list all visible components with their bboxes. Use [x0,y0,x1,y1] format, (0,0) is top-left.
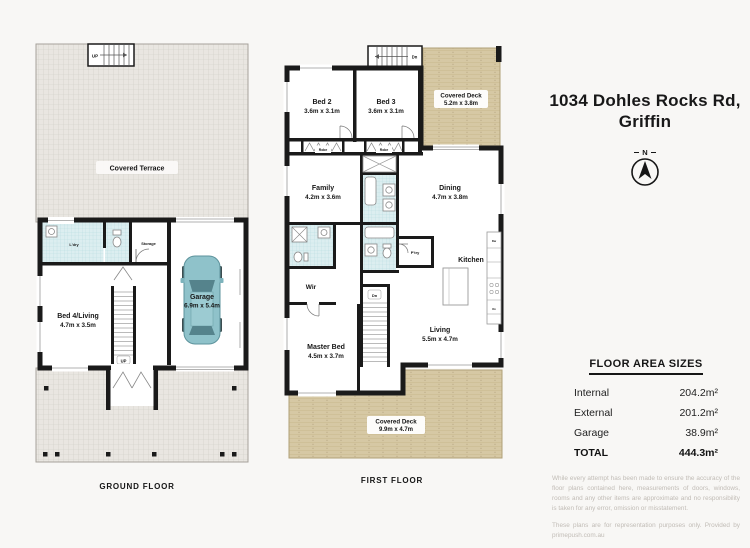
storage-label: Storage [141,241,156,246]
entry-porch [106,364,158,410]
bed4-label: Bed 4/Living [57,313,99,320]
upper-deck-dims: 5.2m x 3.8m [443,101,479,107]
floor-area-table [558,387,734,459]
bathtub-icon [365,177,376,205]
terrace-stairs-label: UP [91,53,99,59]
laundry-label: L'dry [69,242,79,247]
bed3-label: Bed 3 [376,99,396,106]
pantry-label: P'try [410,250,420,255]
garage-dims: 6.9m x 5.4m [184,302,220,310]
bed2-dims: 3.6m x 3.1m [304,108,340,115]
first-stairs-label: Dn [371,293,378,298]
address-line-2: Griffin [618,112,672,131]
area-label: External [574,407,613,419]
washing-machine-icon [46,226,57,237]
disclaimer-paragraph-2: These plans are for representation purposes only. Provided by primepush.com.au [552,521,740,539]
family-dims: 4.2m x 3.6m [305,194,341,201]
table-row [574,407,718,419]
first-floor-title: FIRST FLOOR [360,476,424,485]
table-row-total [574,447,718,459]
covered-terrace [36,44,248,222]
ground-stairs-label: UP [120,358,127,364]
dining-dims: 4.7m x 3.8m [432,194,468,201]
linen-closet [363,156,396,172]
living-dims: 5.5m x 4.7m [422,336,458,343]
address-line-1: 1034 Dohles Rocks Rd, [549,91,741,110]
wir-label: Wir [305,284,317,291]
ground-floor-title: GROUND FLOOR [99,482,175,491]
kitchen-label: Kitchen [458,257,484,264]
exterior-stairs-label: Dn [411,54,418,60]
disclaimer-paragraph-1: While every attempt has been made to ensure the accuracy of the floor plans contained here, measurements of doors, windows, rooms and any other items are approximate and no responsibility is taken for any error, omission or misstatement. [552,475,740,512]
bed4-dims: 4.7m x 3.5m [60,322,96,329]
terrace-label: Covered Terrace [109,165,165,173]
garage-label: Garage [189,294,215,301]
dining-label: Dining [439,185,461,192]
toilet-icon [383,248,391,258]
ground-floor-plan [28,34,252,504]
toilet-icon [294,252,302,262]
toilet-icon [113,237,121,247]
terrace-stairs [88,44,134,66]
first-floor-plan [278,34,510,504]
table-row [574,387,718,399]
robe-label: Robe [379,148,389,152]
area-label: Garage [574,427,610,439]
family-label: Family [311,185,335,192]
dishwasher-label: Dw [491,239,497,243]
north-arrow-icon [639,161,652,179]
table-row [574,427,718,439]
lower-deck-label: Covered Deck [375,418,417,426]
lower-deck-dims: 9.9m x 4.7m [378,427,414,433]
area-label: TOTAL [574,447,609,459]
floor-area-panel [558,354,734,467]
area-value: 204.2m² [679,387,718,399]
kitchen-island [443,268,468,305]
property-address [540,90,750,132]
master-dims: 4.5m x 3.7m [308,353,344,360]
area-value: 201.2m² [679,407,718,419]
disclaimer [552,474,740,548]
bed2-label: Bed 2 [312,99,332,106]
robe-label: Robe [318,148,328,152]
living-label: Living [429,327,451,334]
compass-icon [626,144,664,194]
upper-deck [423,46,502,150]
area-value: 38.9m² [685,427,718,439]
bed3-dims: 3.6m x 3.1m [368,108,404,115]
master-label: Master Bed [307,344,345,351]
floor-area-heading: FLOOR AREA SIZES [589,358,702,375]
first-exterior-stairs [368,46,422,67]
area-label: Internal [574,387,610,399]
compass-north-label: N [642,148,648,157]
upper-deck-label: Covered Deck [440,92,482,100]
bathtub-icon [365,227,394,238]
oven-label: Ov [492,307,496,311]
area-value: 444.3m² [678,447,718,459]
